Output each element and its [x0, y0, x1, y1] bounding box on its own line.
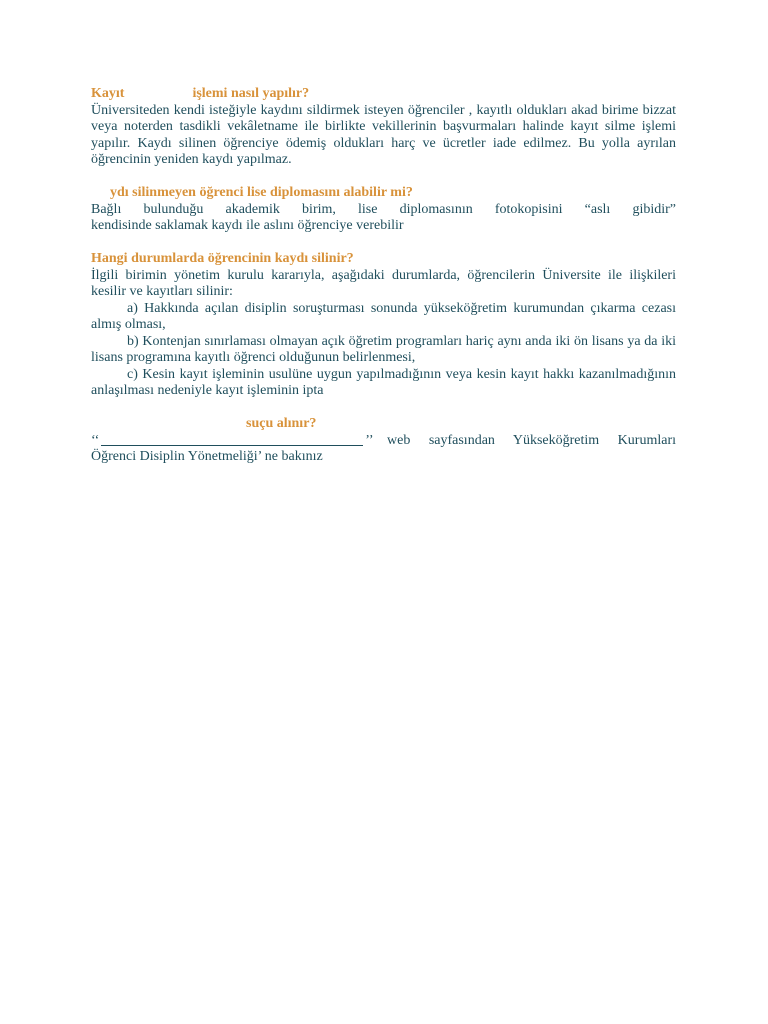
paragraph-deletion-intro: İlgili birimin yönetim kurulu kararıyla, aşağıdaki durumlarda, öğrencilerin Üniversite ile ilişkileri kesilir ve kayıtları silinir: — [91, 267, 676, 299]
paragraph-regulation-reference: Öğrenci Disiplin Yönetmeliği’ ne bakınız — [91, 449, 323, 464]
web-reference-line — [91, 433, 676, 450]
heading-deletion-cases: Hangi durumlarda öğrencinin kaydı silinir? — [91, 251, 354, 266]
web-reference-text: web sayfasından Yükseköğretim Kurumları — [387, 432, 676, 448]
heading-diploma: ydı silinmeyen öğrenci lise diplomasını alabilir mi? — [110, 185, 413, 200]
list-item-b: b) Kontenjan sınırlaması olmayan açık öğretim programları hariç aynı anda iki ön lisans ya da iki lisans programına kayıtlı öğrenci olduğunun belirlenmesi, — [91, 333, 676, 365]
open-quote: ‘‘ — [91, 432, 100, 448]
heading-part-1: Kayıt — [91, 86, 125, 101]
list-item-c: c) Kesin kayıt işleminin usulüne uygun yapılmadığının veya kesin kayıt hakkı kazanılmadığının anlaşılması nedeniyle kayıt işleminin ipta — [91, 366, 676, 398]
close-quote: ’’ — [365, 432, 374, 448]
paragraph-registration-deletion: Üniversiteden kendi isteğiyle kaydını sildirmek isteyen öğrenciler , kayıtlı oldukları akad birime bizzat veya noterden tasdikli vekâletname ile birlikte vekillerinin başvurmaları halinde kayıt silme işlemi yapılır. Kaydı silinen öğrenciye ödemiş oldukları harç ve ücretler iade edilmez. Bu yolla ayrılan öğrencinin yeniden kaydı yapılmaz. — [91, 102, 676, 167]
blank-link-underline — [101, 444, 363, 446]
heading-part-2: işlemi nasıl yapılır? — [192, 86, 310, 101]
heading-registration-deletion — [91, 86, 676, 103]
paragraph-diploma-line-2: kendisinde saklamak kaydı ile aslını öğrenciye verebilir — [91, 218, 404, 233]
paragraph-diploma-line-1: Bağlı bulunduğu akademik birim, lise diplomasının fotokopisini “aslı gibidir” — [91, 201, 676, 217]
heading-discipline: suçu alınır? — [246, 416, 317, 431]
list-item-a: a) Hakkında açılan disiplin soruşturması sonunda yükseköğretim kurumundan çıkarma cezası almış olması, — [91, 300, 676, 332]
document-content — [91, 86, 676, 466]
